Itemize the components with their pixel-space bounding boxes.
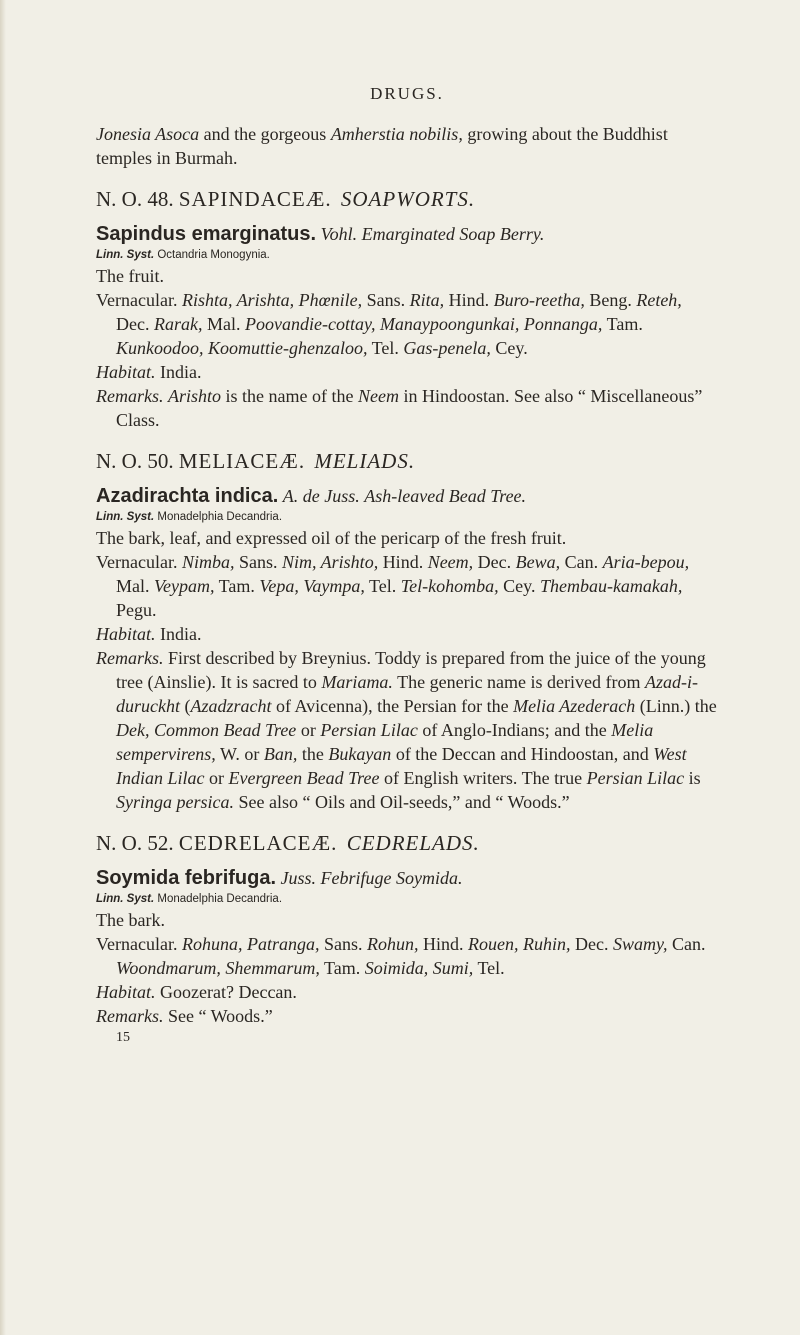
species-common-name: Ash-leaved Bead Tree. (364, 486, 527, 506)
linn-class: Monadelphia Decandria. (157, 511, 283, 523)
order-heading (96, 448, 718, 474)
intro-paragraph (96, 122, 718, 170)
order-number: N. O. 52. (96, 831, 174, 855)
order-name: CEDRELACEÆ. (178, 831, 338, 855)
species-name: Sapindus emarginatus. (96, 223, 317, 245)
remarks-text: Arishto is the name of the Neem in Hindoostan. See also “ Miscellaneous” Class. (116, 386, 703, 430)
species-name: Soymida febrifuga. (96, 867, 277, 889)
order-heading (96, 830, 718, 856)
order-heading (96, 186, 718, 212)
vernacular-names: Vernacular. Rohuna, Patranga, Sans. Rohun, Hind. Rouen, Ruhin, Dec. Swamy, Can. Woondmarum, Shemmarum, Tam. Soimida, Sumi, Tel. (96, 934, 706, 978)
intro-text-1: and the gorgeous (199, 124, 331, 144)
habitat (96, 360, 718, 384)
order-common-name: SOAPWORTS. (340, 187, 476, 211)
order-name: MELIACEÆ. (178, 449, 306, 473)
part-used: The fruit. (96, 266, 164, 286)
species-heading (96, 484, 718, 508)
species-heading (96, 866, 718, 890)
linnaean-system (96, 890, 718, 908)
entry-list (96, 186, 718, 1028)
remarks-label: Remarks. (96, 648, 164, 668)
drug-entry (96, 830, 718, 1028)
part-used: The bark. (96, 910, 165, 930)
habitat-label: Habitat. (96, 982, 156, 1002)
part-used: The bark, leaf, and expressed oil of the pericarp of the fresh fruit. (96, 528, 567, 548)
running-head: DRUGS. (370, 84, 444, 103)
vernacular-names: Vernacular. Nimba, Sans. Nim, Arishto, Hind. Neem, Dec. Bewa, Can. Aria-bepou, Mal. Veypam, Tam. Vepa, Vaympa, Tel. Tel-kohomba, Cey. Thembau-kamakah, Pegu. (96, 552, 690, 620)
species-common-name: Febrifuge Soymida. (320, 868, 463, 888)
remarks (96, 646, 718, 814)
linn-class: Monadelphia Decandria. (157, 893, 283, 905)
species-heading (96, 222, 718, 246)
habitat-label: Habitat. (96, 362, 156, 382)
order-number: N. O. 50. (96, 449, 174, 473)
order-common-name: CEDRELADS. (346, 831, 480, 855)
species-author: A. de Juss. (282, 486, 360, 506)
linn-label: Linn. Syst. (96, 511, 155, 523)
habitat-value: Goozerat? Deccan. (160, 982, 297, 1002)
linn-label: Linn. Syst. (96, 249, 155, 261)
species-author: Vohl. (320, 224, 358, 244)
species-name: Azadirachta indica. (96, 485, 279, 507)
habitat-label: Habitat. (96, 624, 156, 644)
vernacular-names: Vernacular. Rishta, Arishta, Phœnile, Sans. Rita, Hind. Buro-reetha, Beng. Reteh, Dec. Rarak, Mal. Poovandie-cottay, Manaypoongunkai, Ponnanga, Tam. Kunkoodoo, Koomuttie-ghenzaloo, Tel. Gas-penela, Cey. (96, 290, 682, 358)
order-name: SAPINDACEÆ. (178, 187, 332, 211)
drug-entry (96, 186, 718, 432)
habitat-value: India. (160, 362, 202, 382)
species-common-name: Emarginated Soap Berry. (361, 224, 545, 244)
order-common-name: MELIADS. (314, 449, 416, 473)
remarks-label: Remarks. (96, 386, 164, 406)
remarks-text: See “ Woods.” (167, 1006, 273, 1026)
habitat-value: India. (160, 624, 202, 644)
remarks-label: Remarks. (96, 1006, 164, 1026)
drug-entry (96, 448, 718, 814)
order-number: N. O. 48. (96, 187, 174, 211)
page-number: 15 (116, 1030, 130, 1045)
habitat (96, 622, 718, 646)
remarks-text: First described by Breynius. Toddy is prepared from the juice of the young tree (Ainslie). It is sacred to Mariama. The generic name is derived from Azad-i-duruckht (Azadzracht of Avicenna), the Persian for the Melia Azederach (Linn.) the Dek, Common Bead Tree or Persian Lilac of Anglo-Indians; and the Melia sempervirens, W. or Ban, the Bukayan of the Deccan and Hindoostan, and West Indian Lilac or Evergreen Bead Tree of English writers. The true Persian Lilac is Syringa persica. See also “ Oils and Oil-seeds,” and “ Woods.” (116, 648, 717, 812)
intro-genus-2: Amherstia nobilis, (330, 124, 463, 144)
species-author: Juss. (280, 868, 317, 888)
intro-text-2: growing about the Buddhist temples in Burmah. (96, 124, 668, 168)
linnaean-system (96, 508, 718, 526)
book-page (96, 84, 718, 1046)
habitat (96, 980, 718, 1004)
remarks (96, 1004, 718, 1028)
page-edge-shadow (0, 0, 6, 1335)
intro-genus-1: Jonesia Asoca (96, 124, 200, 144)
linnaean-system (96, 246, 718, 264)
linn-label: Linn. Syst. (96, 893, 155, 905)
linn-class: Octandria Monogynia. (157, 249, 270, 261)
remarks (96, 384, 718, 432)
